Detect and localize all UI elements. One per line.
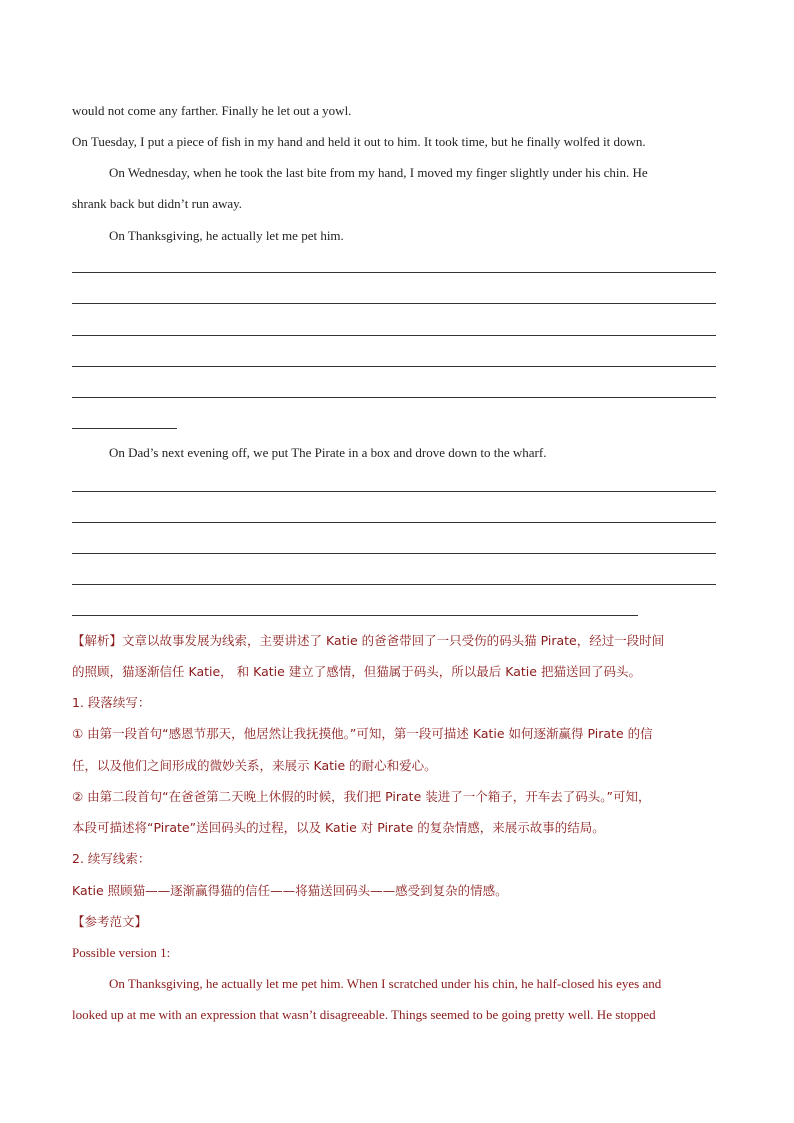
writing-line [72,553,716,554]
writing-line [72,397,716,398]
point-1-line-2: 任，以及他们之间形成的微妙关系，来展示 Katie 的耐心和爱心。 [72,758,437,773]
analysis-heading-line-1: 【解析】文章以故事发展为线索，主要讲述了 Katie 的爸爸带回了一只受伤的码头猫 Pirate，经过一段时间 [72,633,665,648]
point-1-line-1: ① 由第一段首句“感恩节那天，他居然让我抚摸他。”可知，第一段可描述 Katie 如何逐渐赢得 Pirate 的信 [72,726,653,741]
sample-line-1: On Thanksgiving, he actually let me pet him. When I scratched under his chin, he half-closed his eyes and [109,976,662,991]
analysis-heading-line-2: 的照顾，猫逐渐信任 Katie， 和 Katie 建立了感情，但猫属于码头，所以最后 Katie 把猫送回了码头。 [72,664,641,679]
section-2-title: 2. 续写线索： [72,851,151,866]
story-line-3b: shrank back but didn’t run away. [72,196,243,211]
paragraph-one-opening: On Thanksgiving, he actually let me pet him. [109,228,344,243]
point-2-line-1: ② 由第二段首句“在爸爸第二天晚上休假的时候，我们把 Pirate 装进了一个箱子，开车去了码头。”可知， [72,789,651,804]
writing-line-last [72,615,638,616]
paragraph-two-opening: On Dad’s next evening off, we put The Pirate in a box and drove down to the wharf. [109,445,547,460]
sample-title: 【参考范文】 [72,914,148,929]
writing-line [72,491,716,492]
writing-line-short [72,428,177,429]
point-2-line-2: 本段可描述将“Pirate”送回码头的过程，以及 Katie 对 Pirate 的复杂情感，来展示故事的结局。 [72,820,605,835]
section-1-title: 1. 段落续写： [72,695,151,710]
writing-line [72,303,716,304]
story-line-3a: On Wednesday, when he took the last bite from my hand, I moved my finger slightly under his chin. He [109,165,648,180]
version-label: Possible version 1: [72,945,171,960]
clue-line: Katie 照顾猫——逐渐赢得猫的信任——将猫送回码头——感受到复杂的情感。 [72,883,508,898]
story-line-1: would not come any farther. Finally he let out a yowl. [72,103,352,118]
sample-line-2: looked up at me with an expression that wasn’t disagreeable. Things seemed to be going pretty well. He stopped [72,1007,656,1022]
writing-line [72,272,716,273]
writing-line [72,584,716,585]
writing-line [72,366,716,367]
writing-line [72,335,716,336]
story-line-2: On Tuesday, I put a piece of fish in my hand and held it out to him. It took time, but he finally wolfed it down. [72,134,646,149]
writing-line [72,522,716,523]
